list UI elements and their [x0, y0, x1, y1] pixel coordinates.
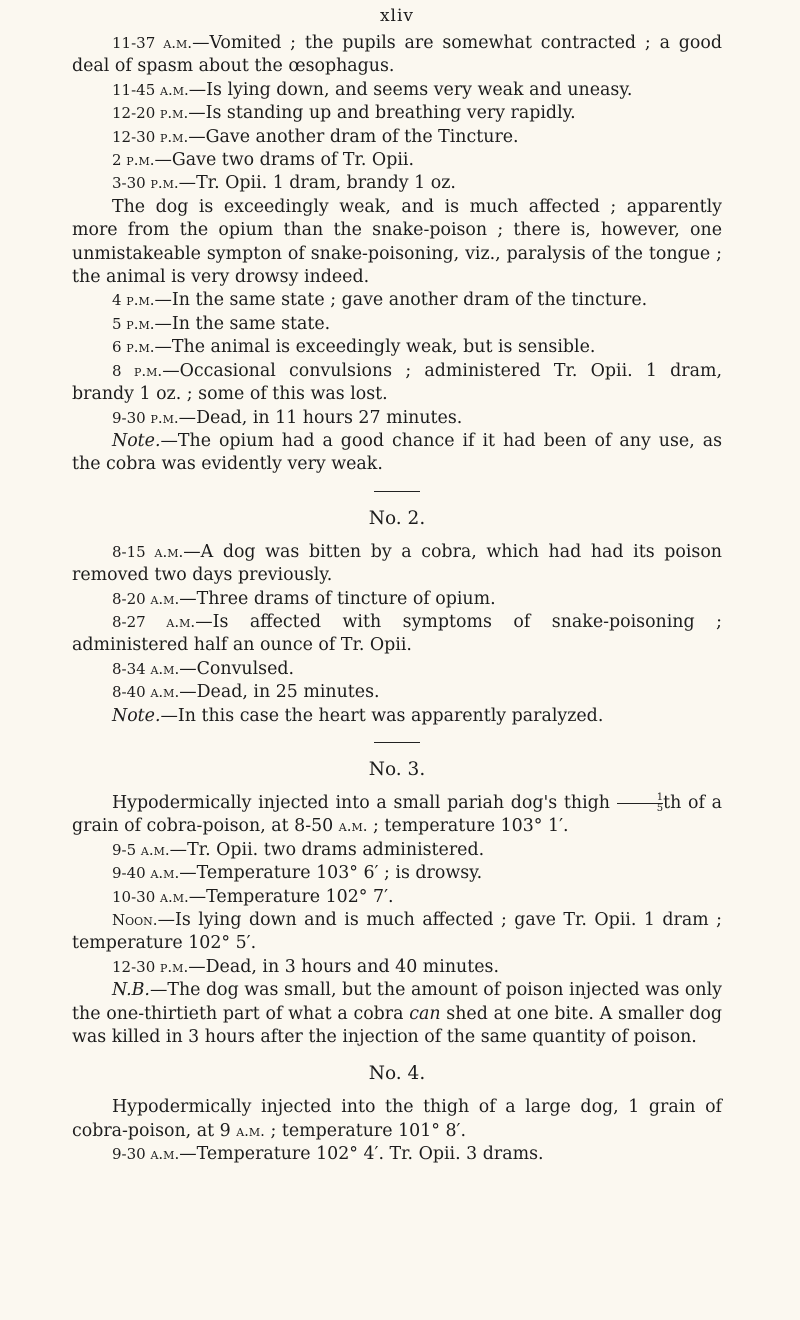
- log-entry: [72, 956, 722, 979]
- entry-text: —Temperature 102° 7′.: [188, 886, 394, 907]
- intro-text: ; temperature 101° 8′.: [264, 1120, 467, 1141]
- log-entry: [72, 681, 722, 704]
- case-1-note: [72, 430, 722, 477]
- entry-text: The dog is exceedingly weak, and is much affected ; apparently more from the opium than the snake-poison ; there is, however, one unmistakeable sympton of snake-poisoning, viz., paralysis of the tongue ; the animal is very drowsy indeed.: [72, 196, 722, 288]
- log-entry: [72, 79, 722, 102]
- log-entry: [72, 360, 722, 407]
- entry-time: 12-30 p.m.: [112, 957, 189, 976]
- section-rule: [374, 742, 420, 743]
- entry-time: 8-27 a.m.: [112, 612, 196, 631]
- entry-time: Noon.: [112, 911, 158, 929]
- case-4-heading: No. 4.: [368, 1063, 426, 1085]
- log-entry: [72, 658, 722, 681]
- log-entry: [72, 102, 722, 125]
- entry-time: 11-45 a.m.: [112, 80, 189, 99]
- entry-text: —Tr. Opii. 1 dram, brandy 1 oz.: [178, 173, 456, 194]
- log-entry: [72, 336, 722, 359]
- entry-text: —Is standing up and breathing very rapidly.: [188, 103, 576, 124]
- entry-time: 9-30 a.m.: [112, 1145, 180, 1164]
- entry-time: 8-34 a.m.: [112, 659, 180, 678]
- entry-time: 8 p.m.: [112, 361, 163, 380]
- entry-time: 9-5 a.m.: [112, 840, 170, 859]
- entry-time: 12-30 p.m.: [112, 127, 189, 146]
- log-entry: [72, 588, 722, 611]
- log-entry: [72, 196, 722, 290]
- entry-time: 8-40 a.m.: [112, 683, 180, 702]
- entry-time: 9-40 a.m.: [112, 864, 180, 883]
- nb-text: shed at one bite. A smaller dog was killed in 3 hours after the injection of the same quantity of poison.: [72, 1003, 722, 1048]
- log-entry: [72, 32, 722, 79]
- log-entry: [72, 541, 722, 588]
- log-entry: [72, 909, 722, 956]
- entry-text: —Dead, in 11 hours 27 minutes.: [178, 407, 463, 428]
- log-entry: [72, 313, 722, 336]
- entry-text: —A dog was bitten by a cobra, which had had its poison removed two days previously.: [72, 541, 722, 586]
- fraction-denominator: 5: [656, 802, 664, 814]
- case-1-continued: [72, 32, 722, 430]
- case-2-note: [72, 705, 722, 728]
- note-text: —The opium had a good chance if it had been of any use, as the cobra was evidently very weak.: [72, 430, 722, 475]
- entry-time: 12-20 p.m.: [112, 104, 189, 123]
- note-label: Note.: [112, 430, 161, 451]
- entry-text: —Vomited ; the pupils are somewhat contracted ; a good deal of spasm about the œsophagus.: [72, 33, 722, 77]
- nb-label: N.B.: [112, 980, 150, 1001]
- log-entry: [72, 611, 722, 658]
- entry-text: —In the same state ; gave another dram of the tincture.: [154, 290, 648, 311]
- log-entry: [72, 126, 722, 149]
- page-number: xliv: [379, 6, 415, 26]
- entry-text: —Dead, in 25 minutes.: [179, 682, 380, 703]
- entry-text: —Dead, in 3 hours and 40 minutes.: [188, 956, 499, 977]
- entry-time: 9-30 p.m.: [112, 408, 179, 427]
- case-3-entries: [72, 839, 722, 979]
- entry-text: —Is lying down and is much affected ; gave Tr. Opii. 1 dram ; temperature 102° 5′.: [72, 910, 722, 954]
- intro-text: ; temperature 103° 1′.: [367, 816, 569, 837]
- log-entry: [72, 886, 722, 909]
- entry-text: —The animal is exceedingly weak, but is sensible.: [154, 337, 596, 358]
- entry-text: —Is lying down, and seems very weak and uneasy.: [188, 79, 633, 100]
- log-entry: [72, 149, 722, 172]
- entry-time: 4 p.m.: [112, 291, 155, 310]
- intro-text: Hypodermically injected into the thigh of a large dog, 1 grain of cobra-poison, at 9: [72, 1097, 722, 1141]
- log-entry: [72, 839, 722, 862]
- log-entry: [72, 289, 722, 312]
- case-4-intro: [72, 1096, 722, 1143]
- case-3-nb: [72, 979, 722, 1049]
- entry-text: —Convulsed.: [179, 658, 295, 679]
- intro-time: a.m.: [236, 1121, 265, 1140]
- fraction-numerator: 1: [617, 793, 663, 804]
- entry-time: 3-30 p.m.: [112, 174, 179, 193]
- section-rule: [374, 491, 420, 492]
- entry-text: —Is affected with symptoms of snake-poisoning ; administered half an ounce of Tr. Opii.: [72, 611, 722, 656]
- nb-emphasis: can: [409, 1003, 441, 1024]
- entry-time: 11-37 a.m.: [112, 34, 193, 52]
- case-2-entries: [72, 541, 722, 705]
- case-3-heading: No. 3.: [368, 758, 426, 780]
- note-text: —In this case the heart was apparently paralyzed.: [160, 705, 604, 726]
- intro-time: a.m.: [338, 817, 368, 836]
- log-entry: [72, 172, 722, 195]
- entry-text: —Tr. Opii. two drams administered.: [169, 839, 485, 860]
- log-entry: [72, 1143, 722, 1166]
- entry-time: 6 p.m.: [112, 338, 155, 357]
- entry-time: 8-20 a.m.: [112, 589, 180, 608]
- intro-text: th of a grain of cobra-poison, at 8-50: [72, 792, 722, 837]
- case-3-intro: [72, 792, 722, 839]
- intro-text: Hypodermically injected into a small pariah dog's thigh: [112, 792, 617, 813]
- note-label: Note.: [112, 705, 161, 726]
- entry-text: —Gave another dram of the Tincture.: [188, 126, 519, 147]
- entry-text: —Three drams of tincture of opium.: [179, 588, 496, 609]
- entry-time: 5 p.m.: [112, 314, 155, 333]
- entry-text: —Occasional convulsions ; administered Tr. Opii. 1 dram, brandy 1 oz. ; some of this was lost.: [72, 360, 722, 405]
- case-4-entries: [72, 1143, 722, 1166]
- entry-text: —Temperature 103° 6′ ; is drowsy.: [179, 863, 483, 884]
- nb-text: —The dog was small, but the amount of poison injected was only the one-thirtieth part of what a cobra: [72, 980, 722, 1024]
- entry-text: —In the same state.: [154, 313, 331, 334]
- log-entry: [72, 862, 722, 885]
- entry-text: —Gave two drams of Tr. Opii.: [154, 150, 414, 171]
- entry-text: —Temperature 102° 4′. Tr. Opii. 3 drams.: [179, 1144, 544, 1165]
- log-entry: [72, 407, 722, 430]
- entry-time: 8-15 a.m.: [112, 542, 184, 561]
- entry-time: 10-30 a.m.: [112, 887, 189, 906]
- entry-time: 2 p.m.: [112, 151, 155, 170]
- case-2-heading: No. 2.: [368, 507, 426, 529]
- fraction: [617, 793, 663, 814]
